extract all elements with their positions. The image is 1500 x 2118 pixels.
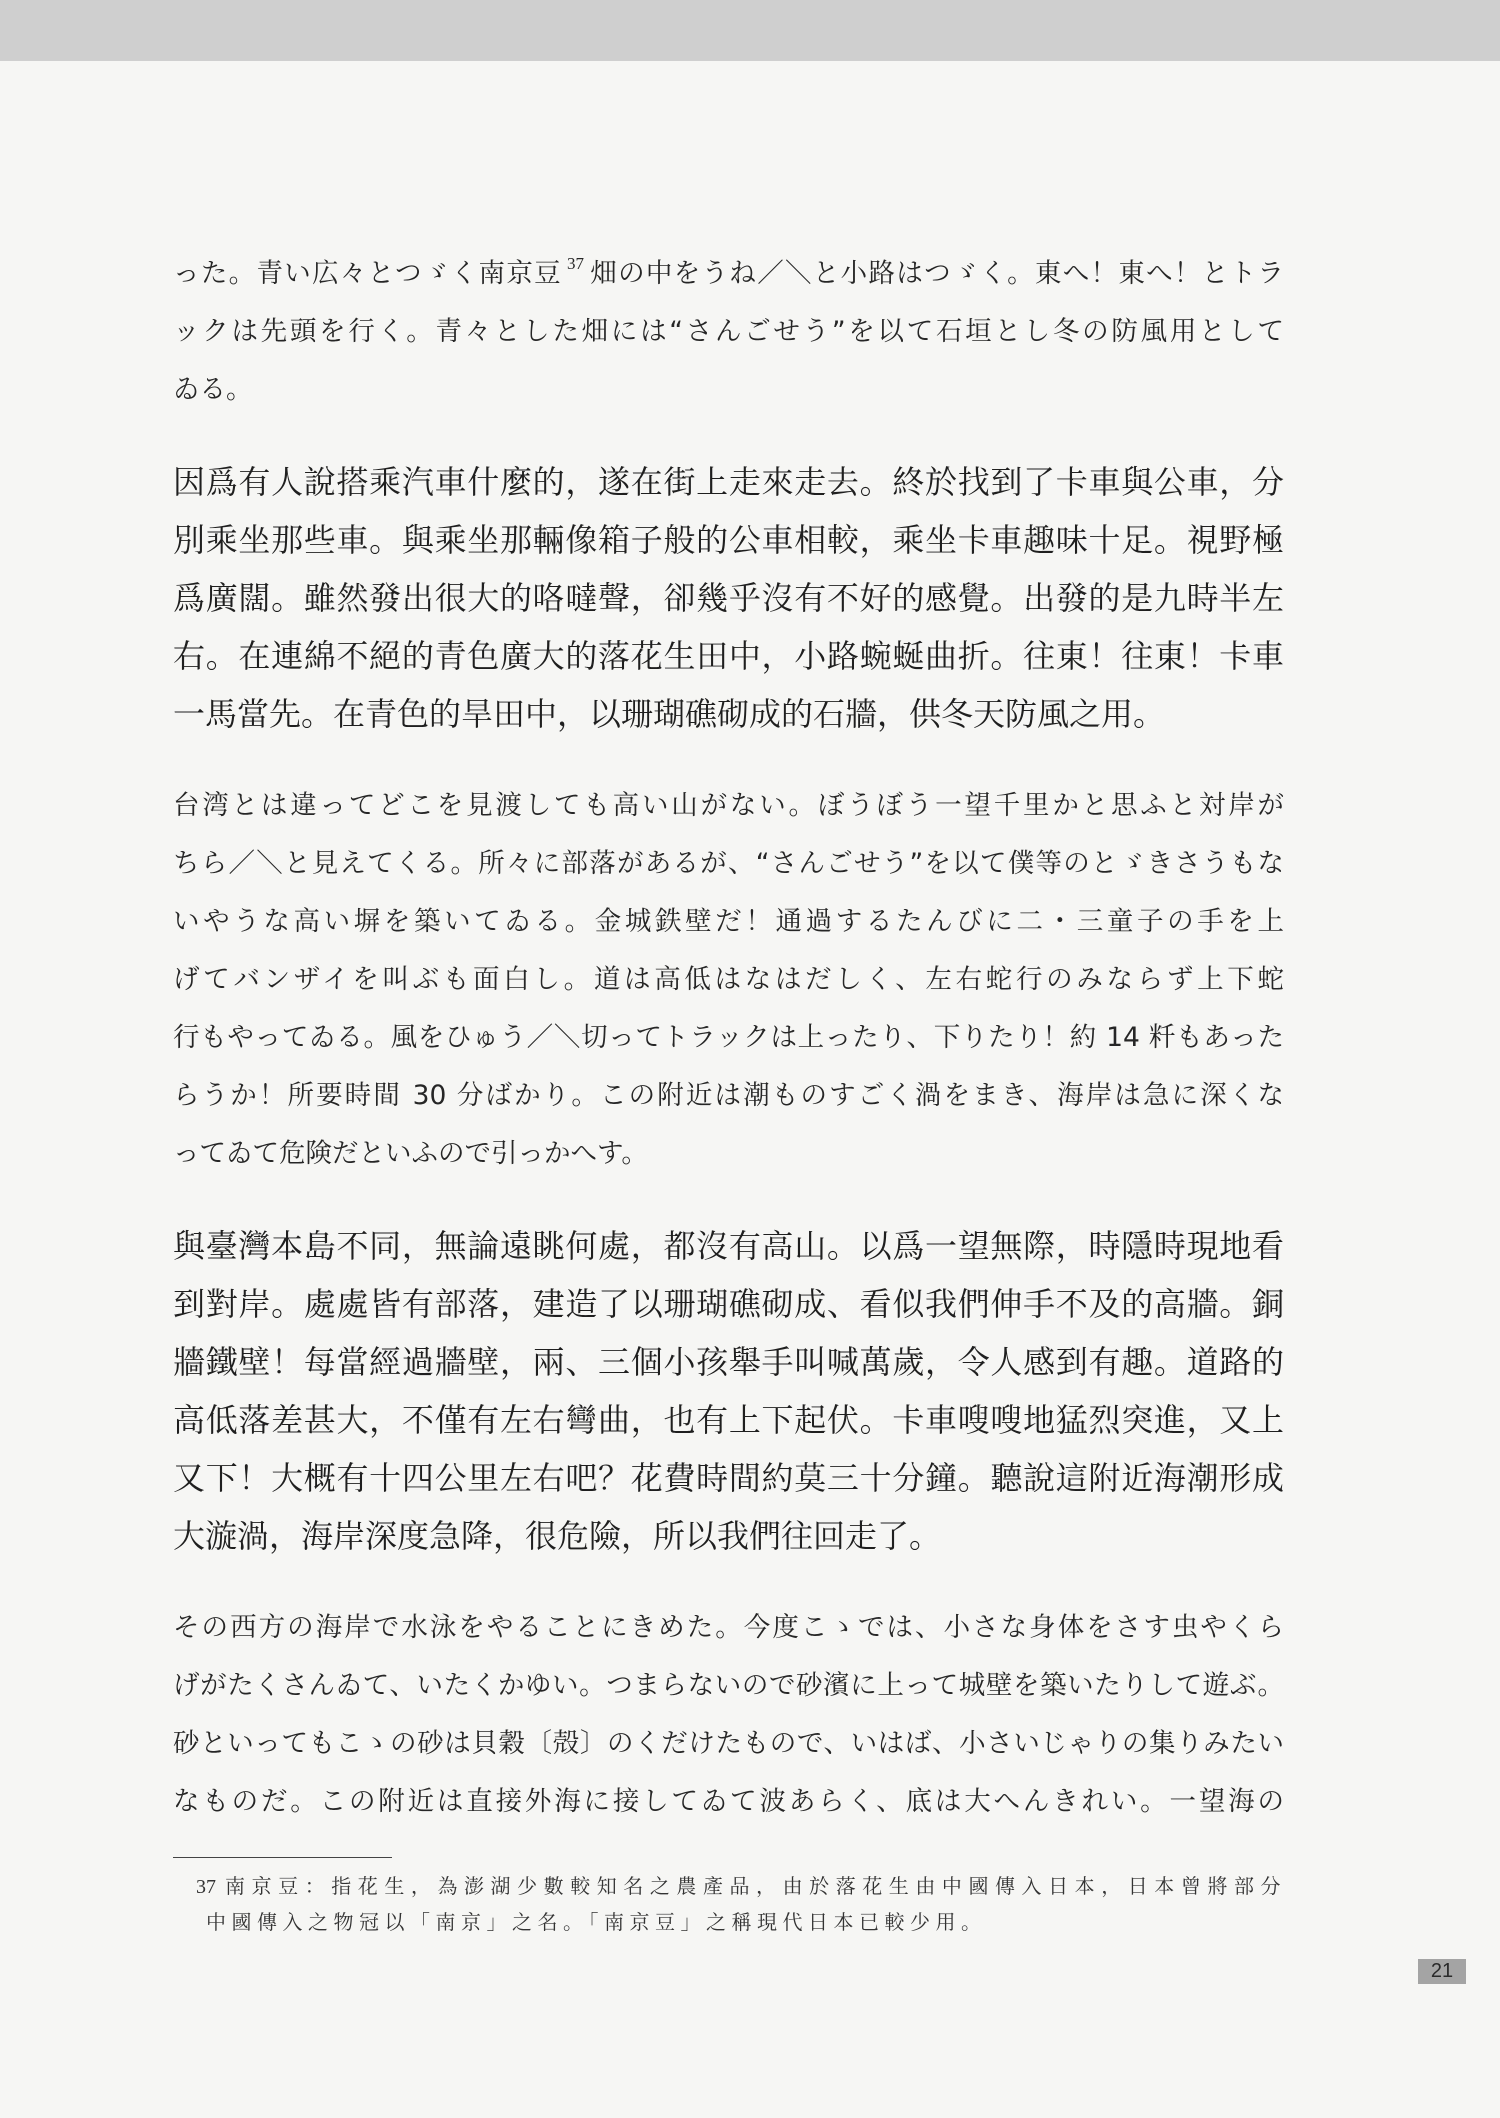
text-line: 右。在連綿不絕的青色廣大的落花生田中，小路蜿蜒曲折。往東！往東！卡車 [173, 637, 1284, 675]
footnote-ref-marker[interactable]: 37 [566, 254, 584, 273]
text-line: 行もやってゐる。風をひゅう／＼切ってトラックは上ったり、下りたり！約 14 粁もあった [173, 1022, 1284, 1053]
text-line: 大漩渦，海岸深度急降，很危險，所以我們往回走了。 [173, 1517, 942, 1555]
footnote-line [196, 1868, 1286, 1904]
scan-header-bar [0, 0, 1500, 61]
footnote-number: 37 [196, 1876, 216, 1898]
text-line: 台湾とは違ってどこを見渡しても高い山がない。ぼうぼう一望千里かと思ふと対岸が [173, 790, 1284, 821]
paragraph-japanese-3 [173, 1599, 1284, 1831]
text-line: 因爲有人說搭乘汽車什麼的，遂在街上走來走去。終於找到了卡車與公車，分 [173, 463, 1284, 501]
footnote [196, 1868, 1286, 1940]
text-line: ックは先頭を行く。青々とした畑には“さんごせう”を以て石垣とし冬の防風用として [173, 316, 1284, 347]
paragraph-chinese-2 [173, 1217, 1284, 1565]
text-line: なものだ。この附近は直接外海に接してゐて波あらく、底は大へんきれい。一望海の [173, 1786, 1284, 1817]
text-line: 到對岸。處處皆有部落，建造了以珊瑚礁砌成、看似我們伸手不及的高牆。銅 [173, 1285, 1284, 1323]
footnote-separator [173, 1857, 392, 1858]
body-text [173, 245, 1284, 1865]
text-line: げがたくさんゐて、いたくかゆい。つまらないので砂濱に上って城壁を築いたりして遊ぶ。 [173, 1670, 1284, 1701]
text-line: 與臺灣本島不同，無論遠眺何處，都沒有高山。以爲一望無際，時隱時現地看 [173, 1227, 1284, 1265]
text-line: 高低落差甚大，不僅有左右彎曲，也有上下起伏。卡車嗖嗖地猛烈突進，又上 [173, 1401, 1284, 1439]
text-line: らうか！所要時間 30 分ばかり。この附近は潮ものすごく渦をまき、海岸は急に深くな [173, 1080, 1284, 1111]
paragraph-japanese-1 [173, 245, 1284, 419]
text-line: 一馬當先。在青色的旱田中，以珊瑚礁砌成的石牆，供冬天防風之用。 [173, 695, 1166, 733]
text-segment: 畑の中をうね／＼と小路はつゞく。東へ！東へ！とトラ [588, 258, 1284, 289]
text-segment: った。青い広々とつゞく南京豆 [173, 258, 562, 289]
text-line: 爲廣闊。雖然發出很大的咯噠聲，卻幾乎沒有不好的感覺。出發的是九時半左 [173, 579, 1284, 617]
text-line: その西方の海岸で水泳をやることにきめた。今度こゝでは、小さな身体をさす虫やくら [173, 1612, 1284, 1643]
text-line: ちら／＼と見えてくる。所々に部落があるが、“さんごせう”を以て僕等のとゞきさうもな [173, 848, 1284, 879]
text-line: ゐる。 [173, 374, 253, 405]
page-number: 21 [1418, 1959, 1466, 1984]
footnote-text: 南京豆：指花生，為澎湖少數較知名之農產品，由於落花生由中國傳入日本，日本曾將部分 [224, 1874, 1286, 1898]
text-line: 牆鐵壁！每當經過牆壁，兩、三個小孩舉手叫喊萬歲，令人感到有趣。道路的 [173, 1343, 1284, 1381]
text-line [173, 245, 1284, 303]
text-line: げてバンザイを叫ぶも面白し。道は高低はなはだしく、左右蛇行のみならず上下蛇 [173, 964, 1284, 995]
text-line: ってゐて危険だといふので引っかへす。 [173, 1138, 648, 1169]
footnote-line: 中國傳入之物冠以「南京」之名。「南京豆」之稱現代日本已較少用。 [206, 1910, 987, 1934]
text-line: 別乘坐那些車。與乘坐那輛像箱子般的公車相較，乘坐卡車趣味十足。視野極 [173, 521, 1284, 559]
text-line: 砂といってもこゝの砂は貝穀〔殻〕のくだけたもので、いはば、小さいじゃりの集りみたい [173, 1728, 1284, 1759]
text-line: 又下！大概有十四公里左右吧？花費時間約莫三十分鐘。聽說這附近海潮形成 [173, 1459, 1284, 1497]
text-line: いやうな高い塀を築いてゐる。金城鉄壁だ！通過するたんびに二・三童子の手を上 [173, 906, 1284, 937]
paragraph-japanese-2 [173, 777, 1284, 1183]
paragraph-chinese-1 [173, 453, 1284, 743]
